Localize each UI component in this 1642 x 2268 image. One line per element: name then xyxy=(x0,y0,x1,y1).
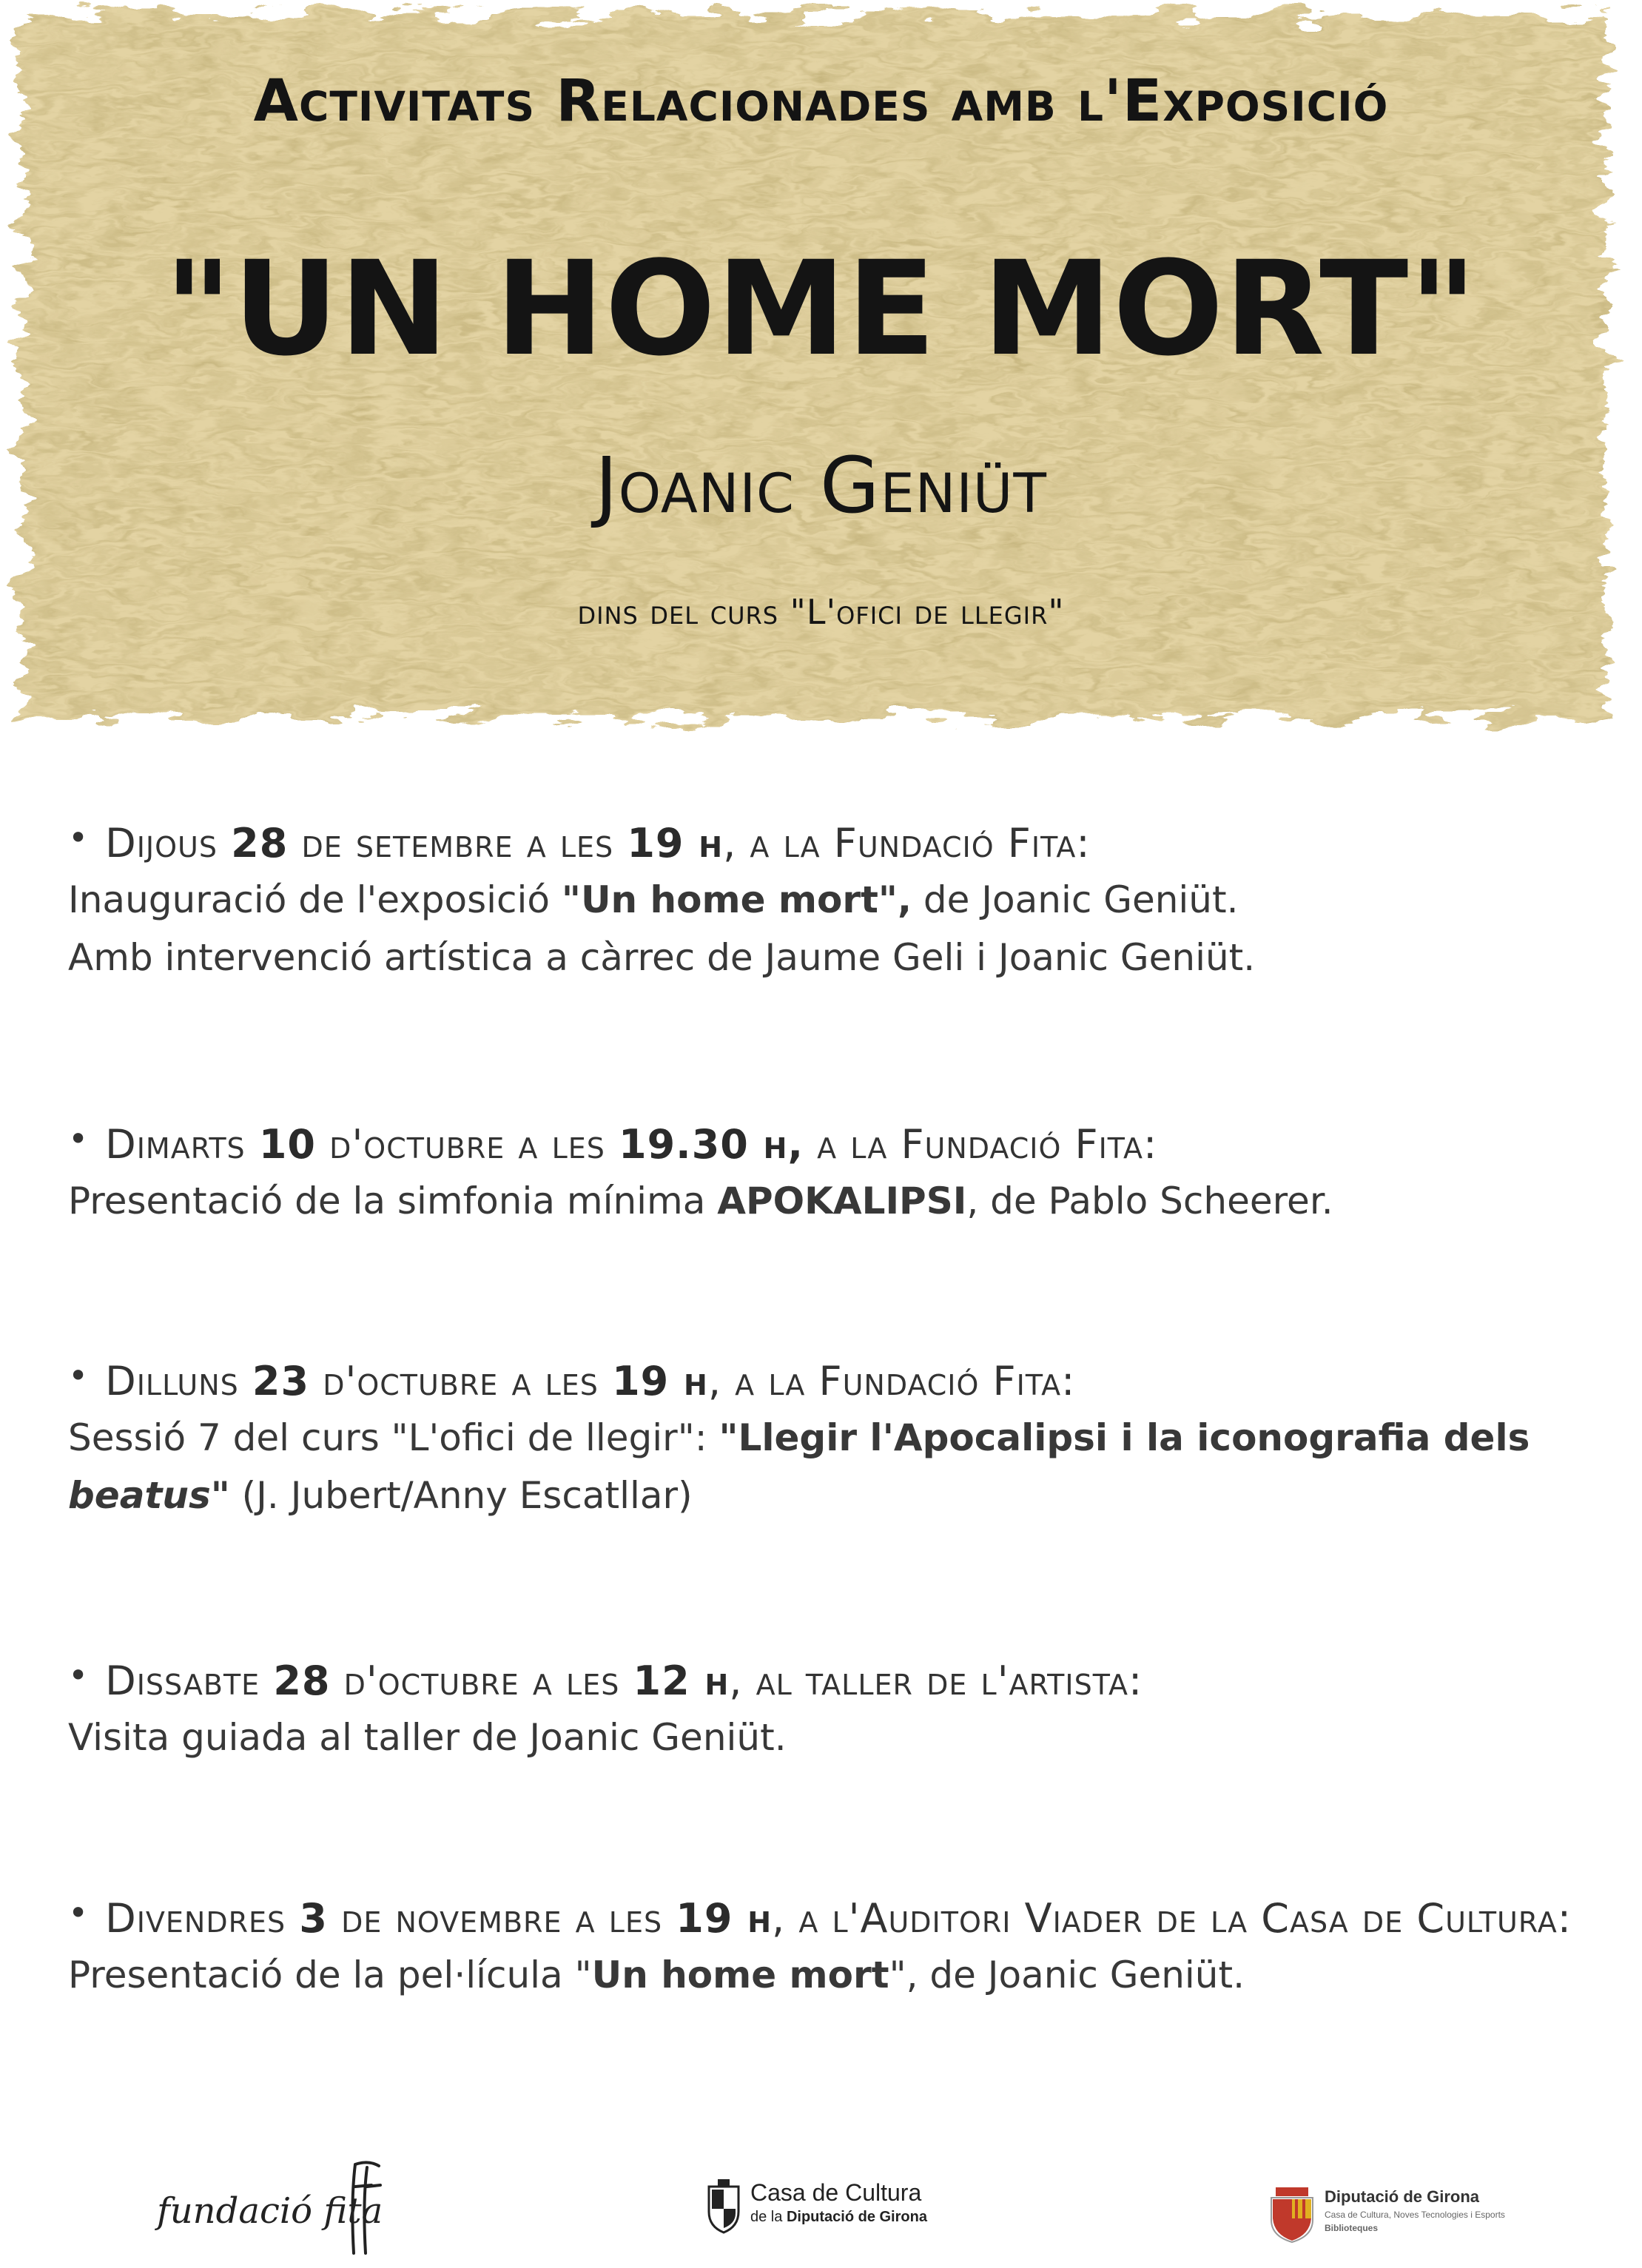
course-subtitle: dins del curs "L'ofici de llegir" xyxy=(577,592,1065,632)
desc-text: ", de Joanic Geniüt. xyxy=(889,1954,1245,1996)
fundacio-fita-wordmark: fundació fita xyxy=(157,2190,383,2232)
desc-text: Presentació de la pel·lícula " xyxy=(68,1954,592,1996)
casa-subtitle-bold: Diputació de Girona xyxy=(786,2209,927,2225)
desc-text: Amb intervenció artística a càrrec de Jaume Geli i Joanic Geniüt. xyxy=(68,936,1256,979)
desc-text: Inauguració de l'exposició xyxy=(68,878,562,921)
event-item xyxy=(68,1893,1592,2004)
event-description xyxy=(68,1409,1592,1524)
event-weekday: Divendres xyxy=(105,1895,300,1942)
casa-subtitle xyxy=(750,2209,927,2226)
event-description xyxy=(68,1709,1592,1766)
event-hour: 12 h xyxy=(633,1658,730,1704)
event-day: 28 xyxy=(231,820,289,867)
event-item xyxy=(68,1655,1592,1766)
bullet-icon: • xyxy=(68,1119,90,1159)
diputacio-girona-logo xyxy=(1265,2183,1547,2250)
fundacio-fita-logo xyxy=(157,2157,386,2268)
event-datetime xyxy=(68,818,1592,871)
event-place: , a l'Auditori Viader de la Casa de Cultura: xyxy=(772,1895,1572,1942)
event-description xyxy=(68,1946,1592,2004)
event-day: 10 xyxy=(258,1121,317,1168)
diputacio-crest-icon xyxy=(1265,2183,1319,2245)
fita-monogram-icon xyxy=(340,2157,385,2261)
desc-bold: " xyxy=(210,1474,230,1517)
event-month: de novembre a les xyxy=(327,1895,676,1942)
event-place: a la Fundació Fita: xyxy=(803,1121,1158,1168)
event-month: d'octubre a les xyxy=(309,1358,613,1404)
event-description xyxy=(68,1172,1592,1230)
casa-de-cultura-logo xyxy=(703,2179,947,2238)
diputacio-title: Diputació de Girona xyxy=(1325,2187,1480,2206)
desc-text: , de Pablo Scheerer. xyxy=(966,1180,1333,1222)
bullet-icon: • xyxy=(68,1893,90,1933)
bullet-icon: • xyxy=(68,1356,90,1396)
bullet-icon: • xyxy=(68,1655,90,1695)
diputacio-department: Casa de Cultura, Noves Tecnologies i Esports xyxy=(1325,2210,1505,2220)
event-item xyxy=(68,1119,1592,1230)
event-datetime xyxy=(68,1119,1592,1172)
event-weekday: Dilluns xyxy=(105,1358,252,1404)
event-place: , a la Fundació Fita: xyxy=(723,820,1091,867)
event-place: , a la Fundació Fita: xyxy=(707,1358,1076,1404)
event-hour: 19 h xyxy=(612,1358,708,1404)
event-item xyxy=(68,1356,1592,1524)
desc-bold: APOKALIPSI xyxy=(717,1180,967,1222)
event-item xyxy=(68,818,1592,986)
event-datetime xyxy=(68,1893,1592,1946)
event-month: d'octubre a les xyxy=(316,1121,619,1168)
casa-subtitle-pre: de la xyxy=(750,2209,787,2225)
event-description xyxy=(68,871,1592,986)
event-day: 3 xyxy=(299,1895,328,1942)
desc-bold: "Llegir l'Apocalipsi i la iconografia dels xyxy=(719,1416,1530,1459)
event-hour: 19 h xyxy=(627,820,724,867)
event-month: d'octubre a les xyxy=(330,1658,633,1704)
exhibition-title: "UN HOME MORT" xyxy=(164,233,1478,385)
event-month: de setembre a les xyxy=(288,820,627,867)
diputacio-section: Biblioteques xyxy=(1325,2223,1379,2233)
desc-text: (J. Jubert/Anny Escatllar) xyxy=(229,1474,693,1517)
event-datetime xyxy=(68,1356,1592,1409)
event-weekday: Dijous xyxy=(105,820,232,867)
event-day: 28 xyxy=(273,1658,331,1704)
casa-title: Casa de Cultura xyxy=(750,2179,922,2206)
desc-text: Visita guiada al taller de Joanic Geniüt. xyxy=(68,1716,787,1759)
artist-name: Joanic Geniüt xyxy=(595,440,1047,531)
desc-bold: "Un home mort", xyxy=(561,878,912,921)
event-weekday: Dissabte xyxy=(105,1658,274,1704)
header-activitats: Activitats Relacionades amb l'Exposició xyxy=(253,68,1389,135)
event-weekday: Dimarts xyxy=(105,1121,259,1168)
desc-text: de Joanic Geniüt. xyxy=(911,878,1239,921)
event-day: 23 xyxy=(252,1358,310,1404)
event-hour: 19 h xyxy=(676,1895,772,1942)
desc-text: Presentació de la simfonia mínima xyxy=(68,1180,718,1222)
desc-text: Sessió 7 del curs "L'ofici de llegir": xyxy=(68,1416,719,1459)
bullet-icon: • xyxy=(68,818,90,858)
girona-crest-icon xyxy=(703,2179,744,2235)
desc-bold: Un home mort xyxy=(591,1954,889,1996)
event-place: , al taller de l'artista: xyxy=(729,1658,1143,1704)
event-datetime xyxy=(68,1655,1592,1709)
desc-italic: beatus xyxy=(68,1474,211,1517)
event-hour: 19.30 h, xyxy=(619,1121,804,1168)
header-banner xyxy=(0,0,1642,740)
